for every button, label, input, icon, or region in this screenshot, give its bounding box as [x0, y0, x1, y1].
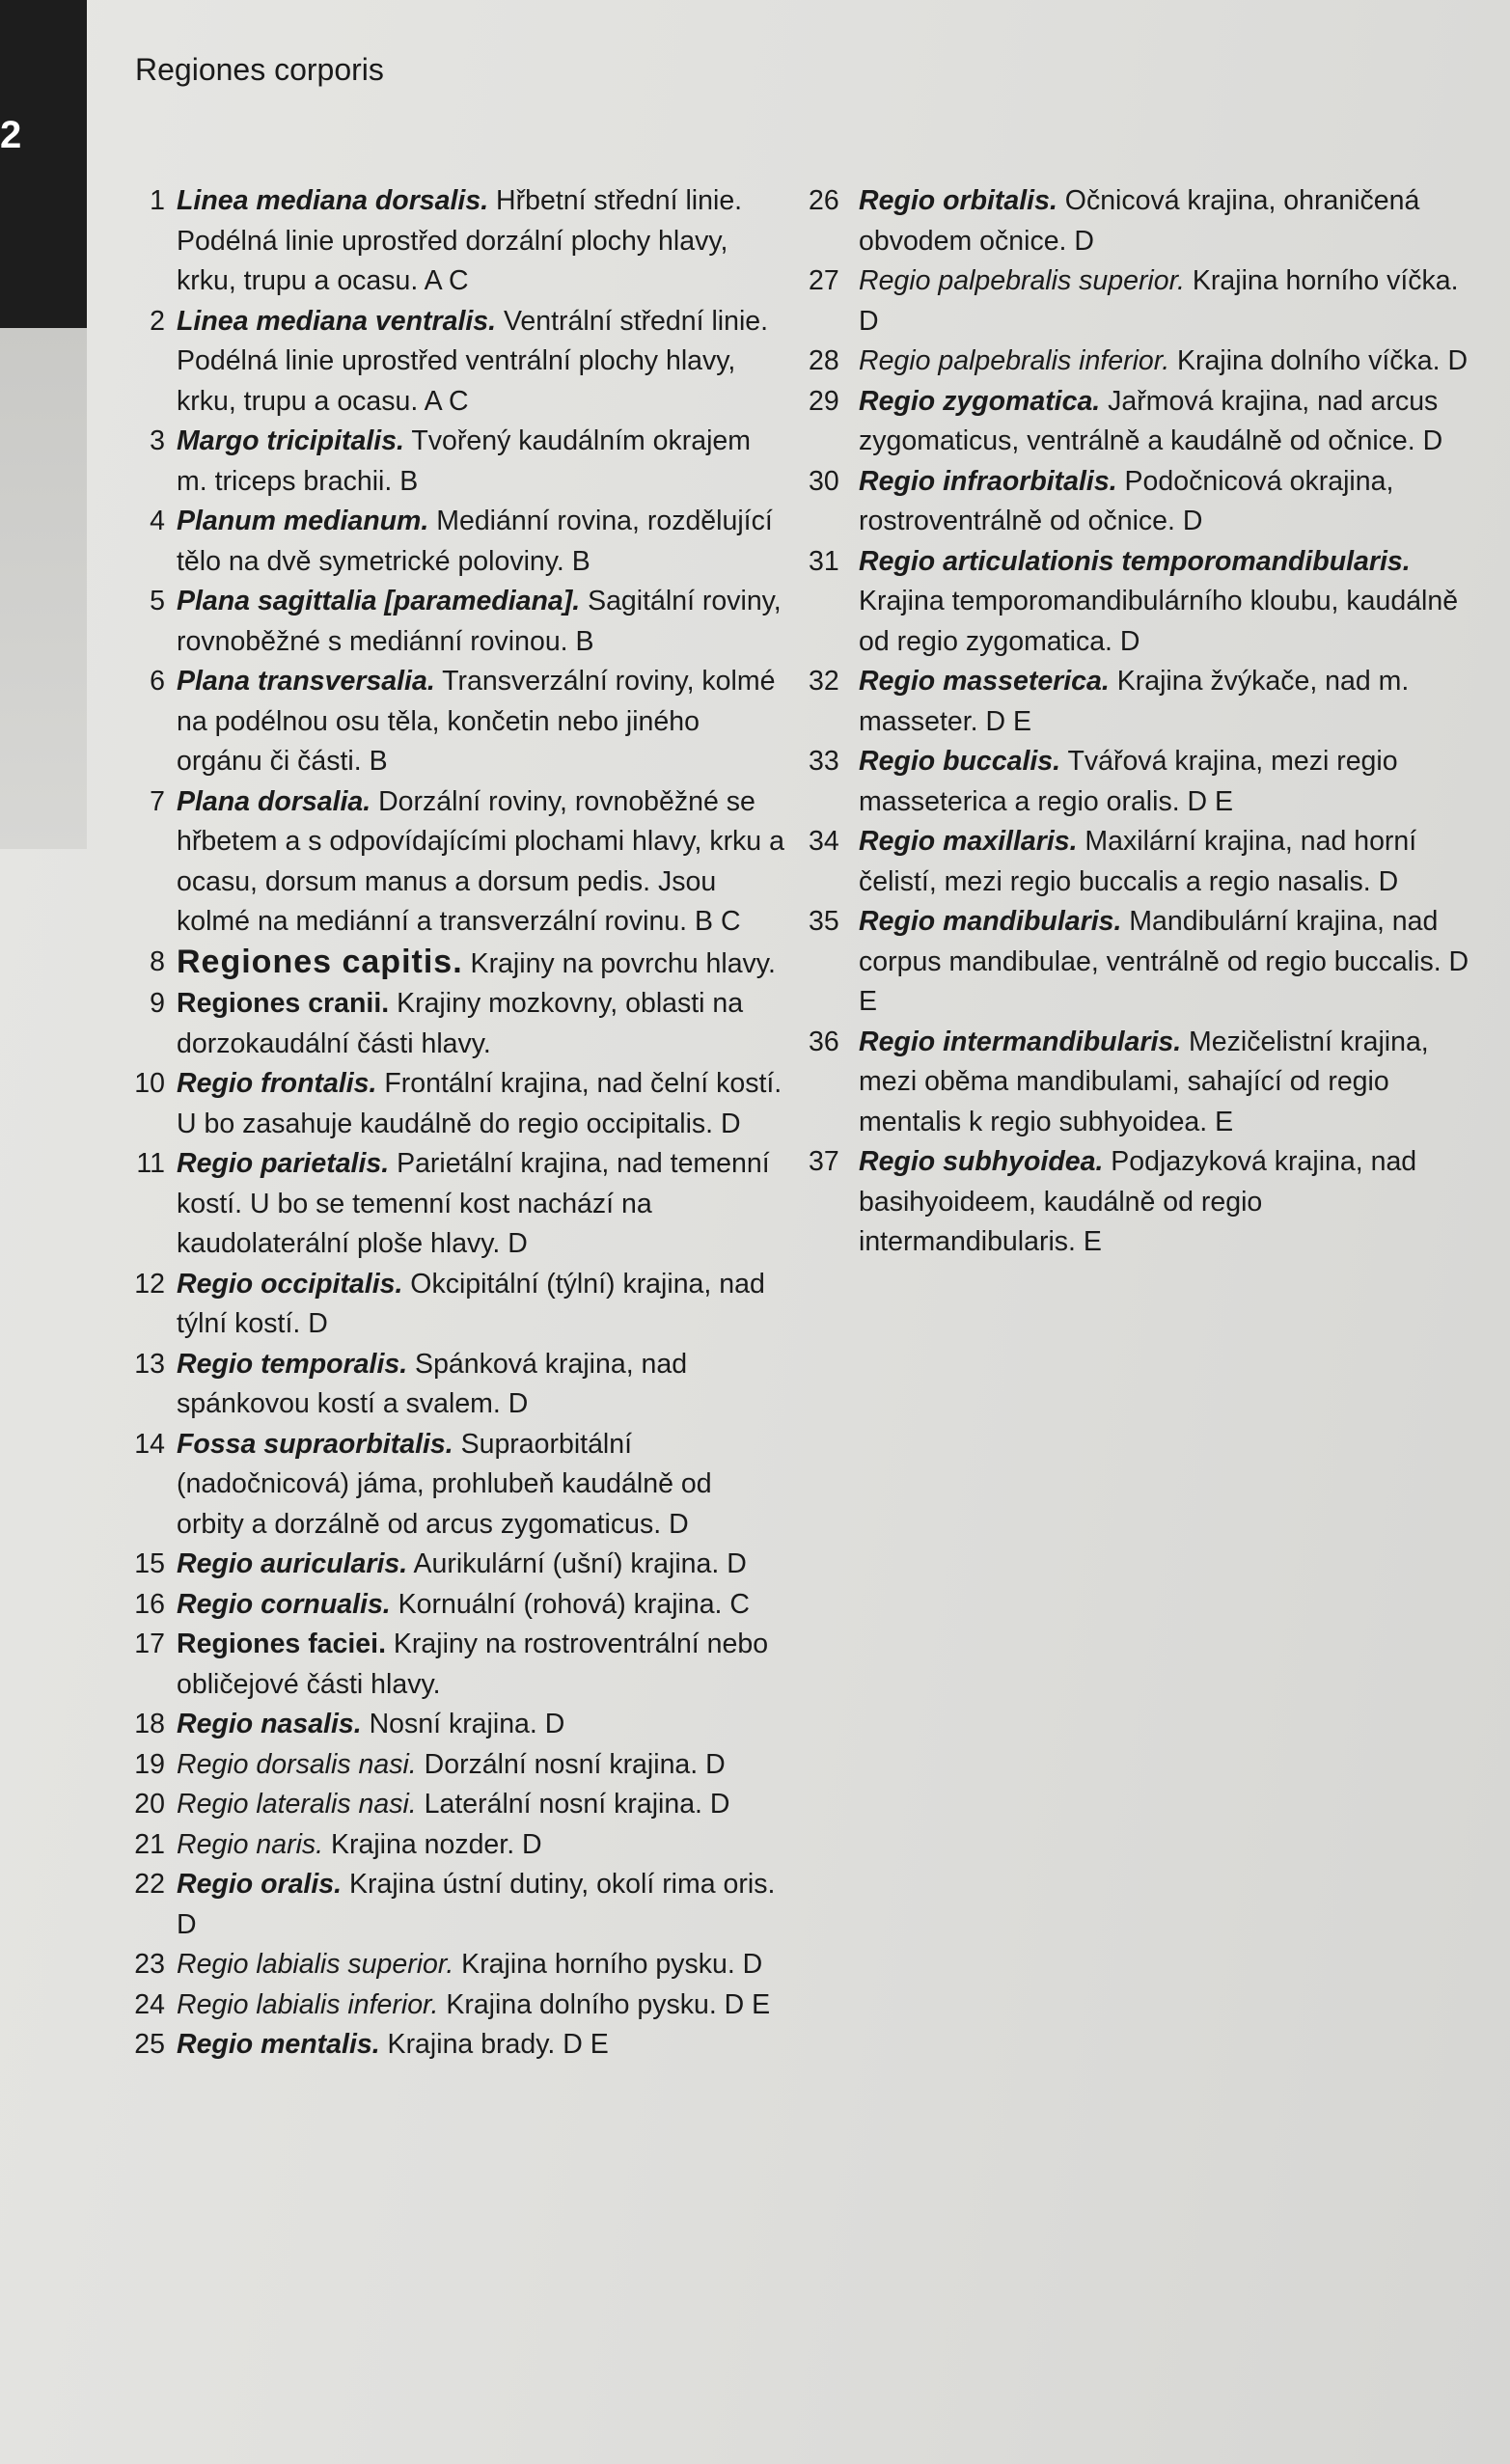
entry-body	[177, 1785, 786, 1825]
entry-number: 17	[134, 1629, 165, 1659]
entry-body	[177, 582, 786, 662]
entry-description: Krajiny na rostroventrální nebo obličejové části hlavy.	[177, 1629, 769, 1700]
entry-body	[859, 382, 1484, 462]
entry-body	[177, 1425, 786, 1546]
entry-description: Podočnicová okrajina, rostroventrálně od očnice. D	[859, 465, 1394, 536]
entry-number: 28	[809, 345, 839, 376]
entry-term: Regio parietalis.	[177, 1148, 390, 1179]
entry-number: 31	[809, 545, 839, 577]
entry-30	[809, 462, 1484, 542]
entry-description: Mediánní rovina, rozdělující tělo na dvě symetrické poloviny. B	[177, 506, 773, 577]
entry-description: Okcipitální (týlní) krajina, nad týlní kostí. D	[177, 1268, 765, 1339]
entry-body	[177, 1144, 786, 1265]
entry-description: Krajina dolního pysku. D E	[438, 1988, 771, 2020]
entry-description: Jařmová krajina, nad arcus zygomaticus, ventrálně a kaudálně od očnice. D	[859, 385, 1443, 456]
entry-37	[809, 1142, 1484, 1263]
entry-35	[809, 902, 1484, 1023]
entry-body	[859, 902, 1484, 1023]
entry-34	[809, 822, 1484, 902]
entry-term: Regio infraorbitalis.	[859, 465, 1117, 497]
entry-body	[859, 342, 1484, 382]
entry-23	[92, 1945, 786, 1985]
entry-number: 23	[134, 1949, 165, 1980]
entry-description: Očnicová krajina, ohraničená obvodem očnice. D	[859, 185, 1420, 257]
entry-number: 36	[809, 1026, 839, 1057]
entry-27	[809, 261, 1484, 342]
entry-28	[809, 342, 1484, 382]
entry-term: Regiones faciei.	[177, 1629, 386, 1659]
entry-term: Regiones capitis.	[177, 943, 463, 980]
entry-description: Krajina žvýkače, nad m. masseter. D E	[859, 666, 1410, 737]
entry-25	[92, 2025, 786, 2066]
entry-term: Regio articulationis temporomandibularis.	[859, 545, 1411, 577]
entry-number: 25	[134, 2029, 165, 2060]
entry-body	[177, 1585, 786, 1626]
entry-7	[92, 782, 786, 943]
entry-term: Regiones cranii.	[177, 988, 390, 1019]
entry-number: 29	[809, 385, 839, 417]
entry-description: Supraorbitální (nadočnicová) jáma, prohlubeň kaudálně od orbity a dorzálně od arcus zygomaticus. D	[177, 1428, 712, 1540]
entry-11	[92, 1144, 786, 1265]
entry-number: 32	[809, 666, 839, 697]
entry-body	[177, 181, 786, 302]
entry-24	[92, 1985, 786, 2026]
entry-description: Krajiny mozkovny, oblasti na dorzokaudální části hlavy.	[177, 988, 744, 1059]
entry-body	[177, 1265, 786, 1345]
chapter-tab	[0, 0, 87, 328]
entry-21	[92, 1825, 786, 1866]
entry-number: 8	[150, 945, 165, 977]
entry-29	[809, 382, 1484, 462]
entry-description: Kornuální (rohová) krajina. C	[390, 1588, 750, 1620]
entry-body	[859, 822, 1484, 902]
entry-body	[177, 1345, 786, 1425]
entry-number: 9	[150, 988, 165, 1019]
entry-14	[92, 1425, 786, 1546]
entry-term: Regio mandibularis.	[859, 906, 1122, 937]
entry-term: Margo tricipitalis.	[177, 425, 404, 456]
entry-term: Regio masseterica.	[859, 666, 1110, 697]
entry-term: Regio oralis.	[177, 1869, 343, 1900]
entry-description: Mezičelistní krajina, mezi oběma mandibulami, sahající od regio mentalis k regio subhyoidea. E	[859, 1026, 1429, 1137]
entry-description: Transverzální roviny, kolmé na podélnou osu těla, končetin nebo jiného orgánu či části. B	[177, 666, 776, 777]
entry-body	[859, 1023, 1484, 1143]
entry-8	[92, 943, 786, 985]
entry-body	[177, 1825, 786, 1866]
entry-number: 1	[150, 185, 165, 216]
entry-number: 11	[136, 1148, 165, 1179]
entry-number: 34	[809, 826, 839, 857]
entry-term: Regio zygomatica.	[859, 385, 1101, 417]
entry-number: 5	[150, 586, 165, 616]
entry-17	[92, 1625, 786, 1705]
entry-number: 18	[134, 1709, 165, 1739]
entry-body	[859, 181, 1484, 261]
running-head: Regiones corporis	[135, 52, 384, 87]
entry-term: Linea mediana ventralis.	[177, 305, 497, 337]
entry-4	[92, 502, 786, 582]
entry-number: 2	[150, 305, 165, 337]
entry-number: 15	[134, 1548, 165, 1579]
entry-16	[92, 1585, 786, 1626]
entry-body	[177, 1545, 786, 1585]
entry-6	[92, 662, 786, 782]
entry-13	[92, 1345, 786, 1425]
entry-number: 14	[134, 1428, 165, 1460]
entry-number: 6	[150, 666, 165, 697]
entry-term: Regio auricularis.	[177, 1548, 408, 1579]
entry-body	[859, 261, 1484, 342]
entry-number: 30	[809, 465, 839, 497]
right-column	[809, 181, 1484, 1263]
entry-body	[177, 1945, 786, 1985]
entry-number: 19	[134, 1748, 165, 1780]
entry-number: 7	[150, 785, 165, 817]
entry-18	[92, 1705, 786, 1745]
entry-32	[809, 662, 1484, 742]
entry-number: 27	[809, 265, 839, 296]
left-column	[92, 181, 786, 2066]
entry-body	[177, 1064, 786, 1144]
entry-term: Planum medianum.	[177, 506, 429, 536]
entry-body	[177, 1865, 786, 1945]
entry-20	[92, 1785, 786, 1825]
entry-term: Regio nasalis.	[177, 1709, 362, 1739]
entry-term: Regio maxillaris.	[859, 826, 1078, 857]
entry-description: Ventrální střední linie. Podélná linie uprostřed ventrální plochy hlavy, krku, trupu a ocasu. A C	[177, 305, 769, 417]
entry-term: Regio occipitalis.	[177, 1268, 403, 1300]
entry-term: Plana transversalia.	[177, 666, 435, 697]
entry-description: Krajina ústní dutiny, okolí rima oris. D	[177, 1869, 776, 1940]
entry-body	[859, 542, 1484, 663]
entry-term: Fossa supraorbitalis.	[177, 1428, 453, 1460]
entry-term: Regio frontalis.	[177, 1068, 377, 1099]
entry-number: 13	[134, 1348, 165, 1380]
entry-description: Dorzální nosní krajina. D	[416, 1748, 726, 1780]
entry-description: Krajina dolního víčka. D	[1169, 345, 1469, 376]
entry-number: 10	[134, 1068, 165, 1099]
entry-body	[177, 502, 786, 582]
entry-10	[92, 1064, 786, 1144]
entry-5	[92, 582, 786, 662]
entry-body	[859, 742, 1484, 822]
entry-description: Hřbetní střední linie. Podélná linie uprostřed dorzální plochy hlavy, krku, trupu a ocasu. A C	[177, 185, 743, 296]
entry-number: 20	[134, 1789, 165, 1820]
entry-19	[92, 1745, 786, 1786]
entry-body	[177, 1625, 786, 1705]
entry-9	[92, 984, 786, 1064]
entry-term: Plana sagittalia [paramediana].	[177, 586, 581, 616]
entry-body	[859, 1142, 1484, 1263]
entry-description: Krajina horního pysku. D	[453, 1949, 763, 1980]
entry-1	[92, 181, 786, 302]
entry-term: Regio naris.	[177, 1828, 324, 1860]
entry-term: Regio palpebralis inferior.	[859, 345, 1170, 376]
entry-term: Regio intermandibularis.	[859, 1026, 1182, 1057]
entry-number: 37	[809, 1146, 839, 1177]
entry-term: Regio dorsalis nasi.	[177, 1748, 417, 1780]
entry-description: Krajina horního víčka. D	[859, 265, 1459, 337]
entry-description: Tvářová krajina, mezi regio masseterica a regio oralis. D E	[859, 746, 1398, 817]
entry-number: 22	[134, 1869, 165, 1900]
entry-description: Spánková krajina, nad spánkovou kostí a svalem. D	[177, 1348, 688, 1419]
entry-term: Plana dorsalia.	[177, 785, 371, 817]
entry-body	[177, 984, 786, 1064]
entry-description: Parietální krajina, nad temenní kostí. U bo se temenní kost nachází na kaudolaterální ploše hlavy. D	[177, 1148, 770, 1259]
chapter-tab-number: 2	[0, 114, 22, 156]
entry-body	[177, 1705, 786, 1745]
entry-term: Regio cornualis.	[177, 1588, 391, 1620]
entry-12	[92, 1265, 786, 1345]
entry-number: 3	[150, 425, 165, 456]
entry-number: 24	[134, 1988, 165, 2020]
entry-description: Podjazyková krajina, nad basihyoideem, kaudálně od regio intermandibularis. E	[859, 1146, 1417, 1257]
entry-body	[177, 2025, 786, 2066]
entry-body	[859, 662, 1484, 742]
entry-term: Regio labialis superior.	[177, 1949, 454, 1980]
entry-number: 4	[150, 506, 165, 536]
entry-36	[809, 1023, 1484, 1143]
entry-description: Maxilární krajina, nad horní čelistí, mezi regio buccalis a regio nasalis. D	[859, 826, 1417, 897]
entry-description: Frontální krajina, nad čelní kostí. U bo zasahuje kaudálně do regio occipitalis. D	[177, 1068, 782, 1139]
entry-body	[859, 462, 1484, 542]
entry-description: Mandibulární krajina, nad corpus mandibulae, ventrálně od regio buccalis. D E	[859, 906, 1469, 1017]
entry-term: Regio subhyoidea.	[859, 1146, 1104, 1177]
entry-description: Laterální nosní krajina. D	[416, 1789, 730, 1820]
entry-term: Regio labialis inferior.	[177, 1988, 439, 2020]
entry-description: Krajina brady. D E	[379, 2029, 609, 2060]
entry-description: Krajina temporomandibulárního kloubu, kaudálně od regio zygomatica. D	[859, 586, 1459, 657]
entry-term: Regio buccalis.	[859, 746, 1061, 777]
entry-number: 26	[809, 185, 839, 216]
entry-body	[177, 943, 786, 985]
entry-number: 16	[134, 1588, 165, 1620]
entry-description: Sagitální roviny, rovnoběžné s mediánní rovinou. B	[177, 586, 782, 657]
entry-term: Regio orbitalis.	[859, 185, 1057, 216]
entry-description: Dorzální roviny, rovnoběžné se hřbetem a s odpovídajícími plochami hlavy, krku a ocasu, dorsum manus a dorsum pedis. Jsou kolmé na mediánní a transverzální rovinu. B C	[177, 785, 784, 937]
entry-body	[177, 1745, 786, 1786]
entry-description: Aurikulární (ušní) krajina. D	[407, 1548, 747, 1579]
entry-2	[92, 302, 786, 423]
entry-term: Regio temporalis.	[177, 1348, 408, 1380]
entry-term: Regio mentalis.	[177, 2029, 380, 2060]
entry-22	[92, 1865, 786, 1945]
entry-number: 21	[134, 1828, 165, 1860]
entry-number: 33	[809, 746, 839, 777]
entry-term: Regio lateralis nasi.	[177, 1789, 417, 1820]
entry-number: 12	[134, 1268, 165, 1300]
entry-term: Regio palpebralis superior.	[859, 265, 1185, 296]
entry-description: Krajiny na povrchu hlavy.	[462, 947, 776, 979]
entry-description: Tvořený kaudálním okrajem m. triceps brachii. B	[177, 425, 752, 497]
entry-body	[177, 662, 786, 782]
entry-body	[177, 302, 786, 423]
entry-body	[177, 422, 786, 502]
entry-33	[809, 742, 1484, 822]
entry-description: Nosní krajina. D	[361, 1709, 565, 1739]
entry-15	[92, 1545, 786, 1585]
entry-term: Linea mediana dorsalis.	[177, 185, 489, 216]
entry-description: Krajina nozder. D	[323, 1828, 542, 1860]
entry-3	[92, 422, 786, 502]
entry-number: 35	[809, 906, 839, 937]
entry-31	[809, 542, 1484, 663]
entry-body	[177, 1985, 786, 2026]
entry-body	[177, 782, 786, 943]
chapter-tab-shadow	[0, 328, 87, 849]
entry-26	[809, 181, 1484, 261]
